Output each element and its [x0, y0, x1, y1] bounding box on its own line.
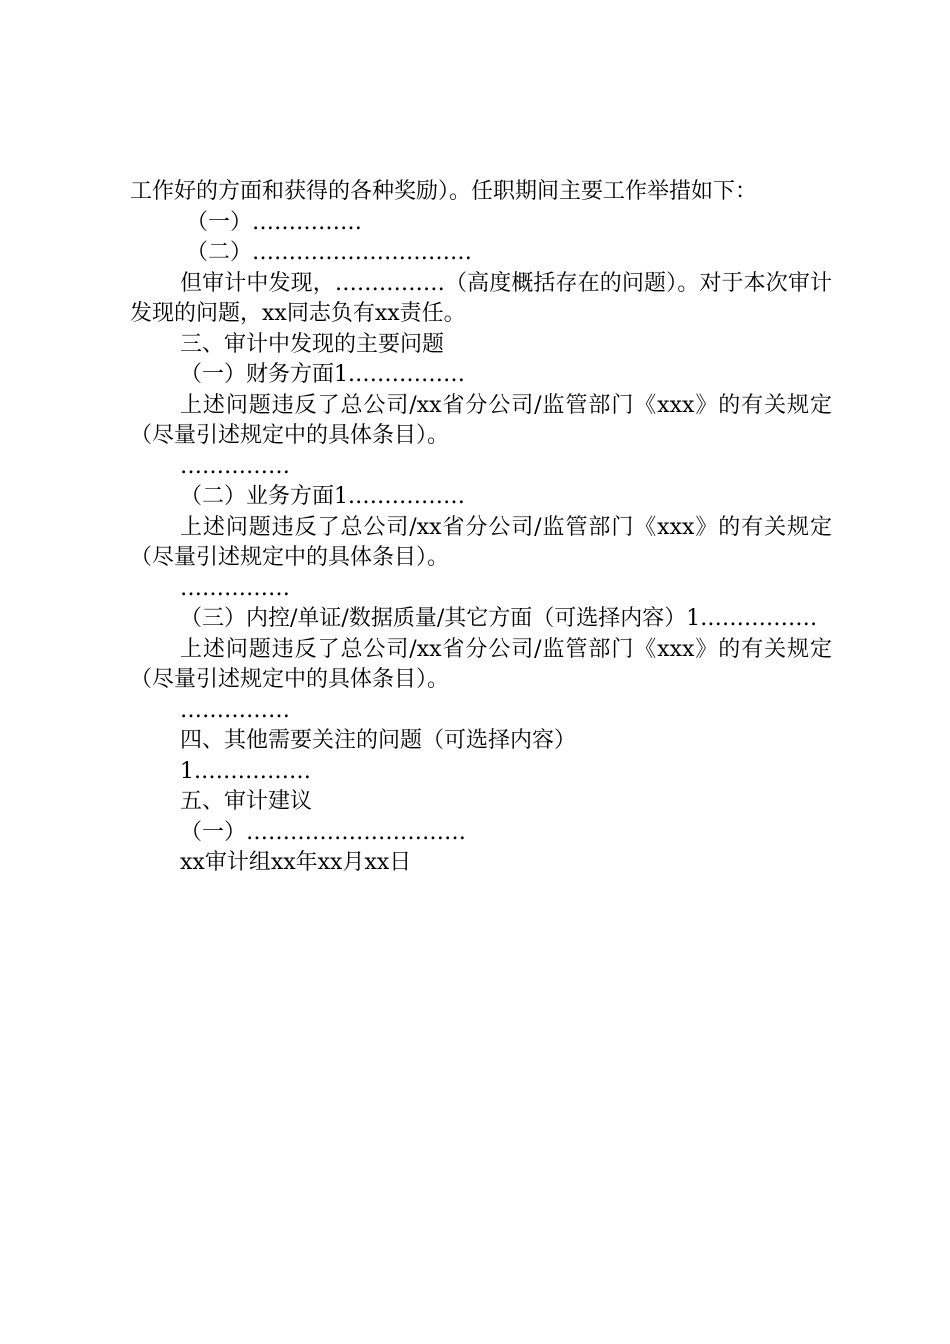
list-item-other-issue-1: 1.…………… [180, 758, 311, 784]
paragraph-violation-business: 上述问题违反了总公司/xx省分公司/监管部门《xxx》的有关规定（尽量引述规定中的具体条目）。 [130, 514, 832, 570]
list-item-suggestion-1: （一）………………………… [180, 819, 467, 845]
section-heading-audit-suggestions: 五、审计建议 [180, 789, 313, 814]
subheading-internal-control: （三）内控/单证/数据质量/其它方面（可选择内容）1.…………… [180, 606, 818, 631]
paragraph-audit-findings-summary: 但审计中发现，……………（高度概括存在的问题）。对于本次审计发现的问题，xx同志负有xx责任。 [130, 270, 832, 326]
signature-line: xx审计组xx年xx月xx日 [180, 850, 412, 875]
ellipsis-finance: …………… [180, 453, 290, 479]
ellipsis-internal-control: …………… [180, 697, 290, 723]
ellipsis-business: …………… [180, 575, 290, 601]
paragraph-work-measures: 工作好的方面和获得的各种奖励）。任职期间主要工作举措如下： [130, 179, 758, 204]
document-body [130, 177, 832, 879]
section-heading-main-problems: 三、审计中发现的主要问题 [180, 331, 445, 357]
subheading-finance: （一）财务方面1.…………… [180, 362, 465, 387]
subheading-business: （二）业务方面1.…………… [180, 484, 465, 509]
list-item-measure-2: （二）………………………… [186, 240, 473, 265]
list-item-measure-1: （一）…………… [186, 209, 363, 235]
paragraph-violation-internal-control: 上述问题违反了总公司/xx省分公司/监管部门《xxx》的有关规定（尽量引述规定中的具体条目）。 [130, 636, 832, 692]
paragraph-violation-finance: 上述问题违反了总公司/xx省分公司/监管部门《xxx》的有关规定（尽量引述规定中的具体条目）。 [130, 392, 832, 448]
section-heading-other-issues: 四、其他需要关注的问题（可选择内容） [180, 728, 577, 753]
